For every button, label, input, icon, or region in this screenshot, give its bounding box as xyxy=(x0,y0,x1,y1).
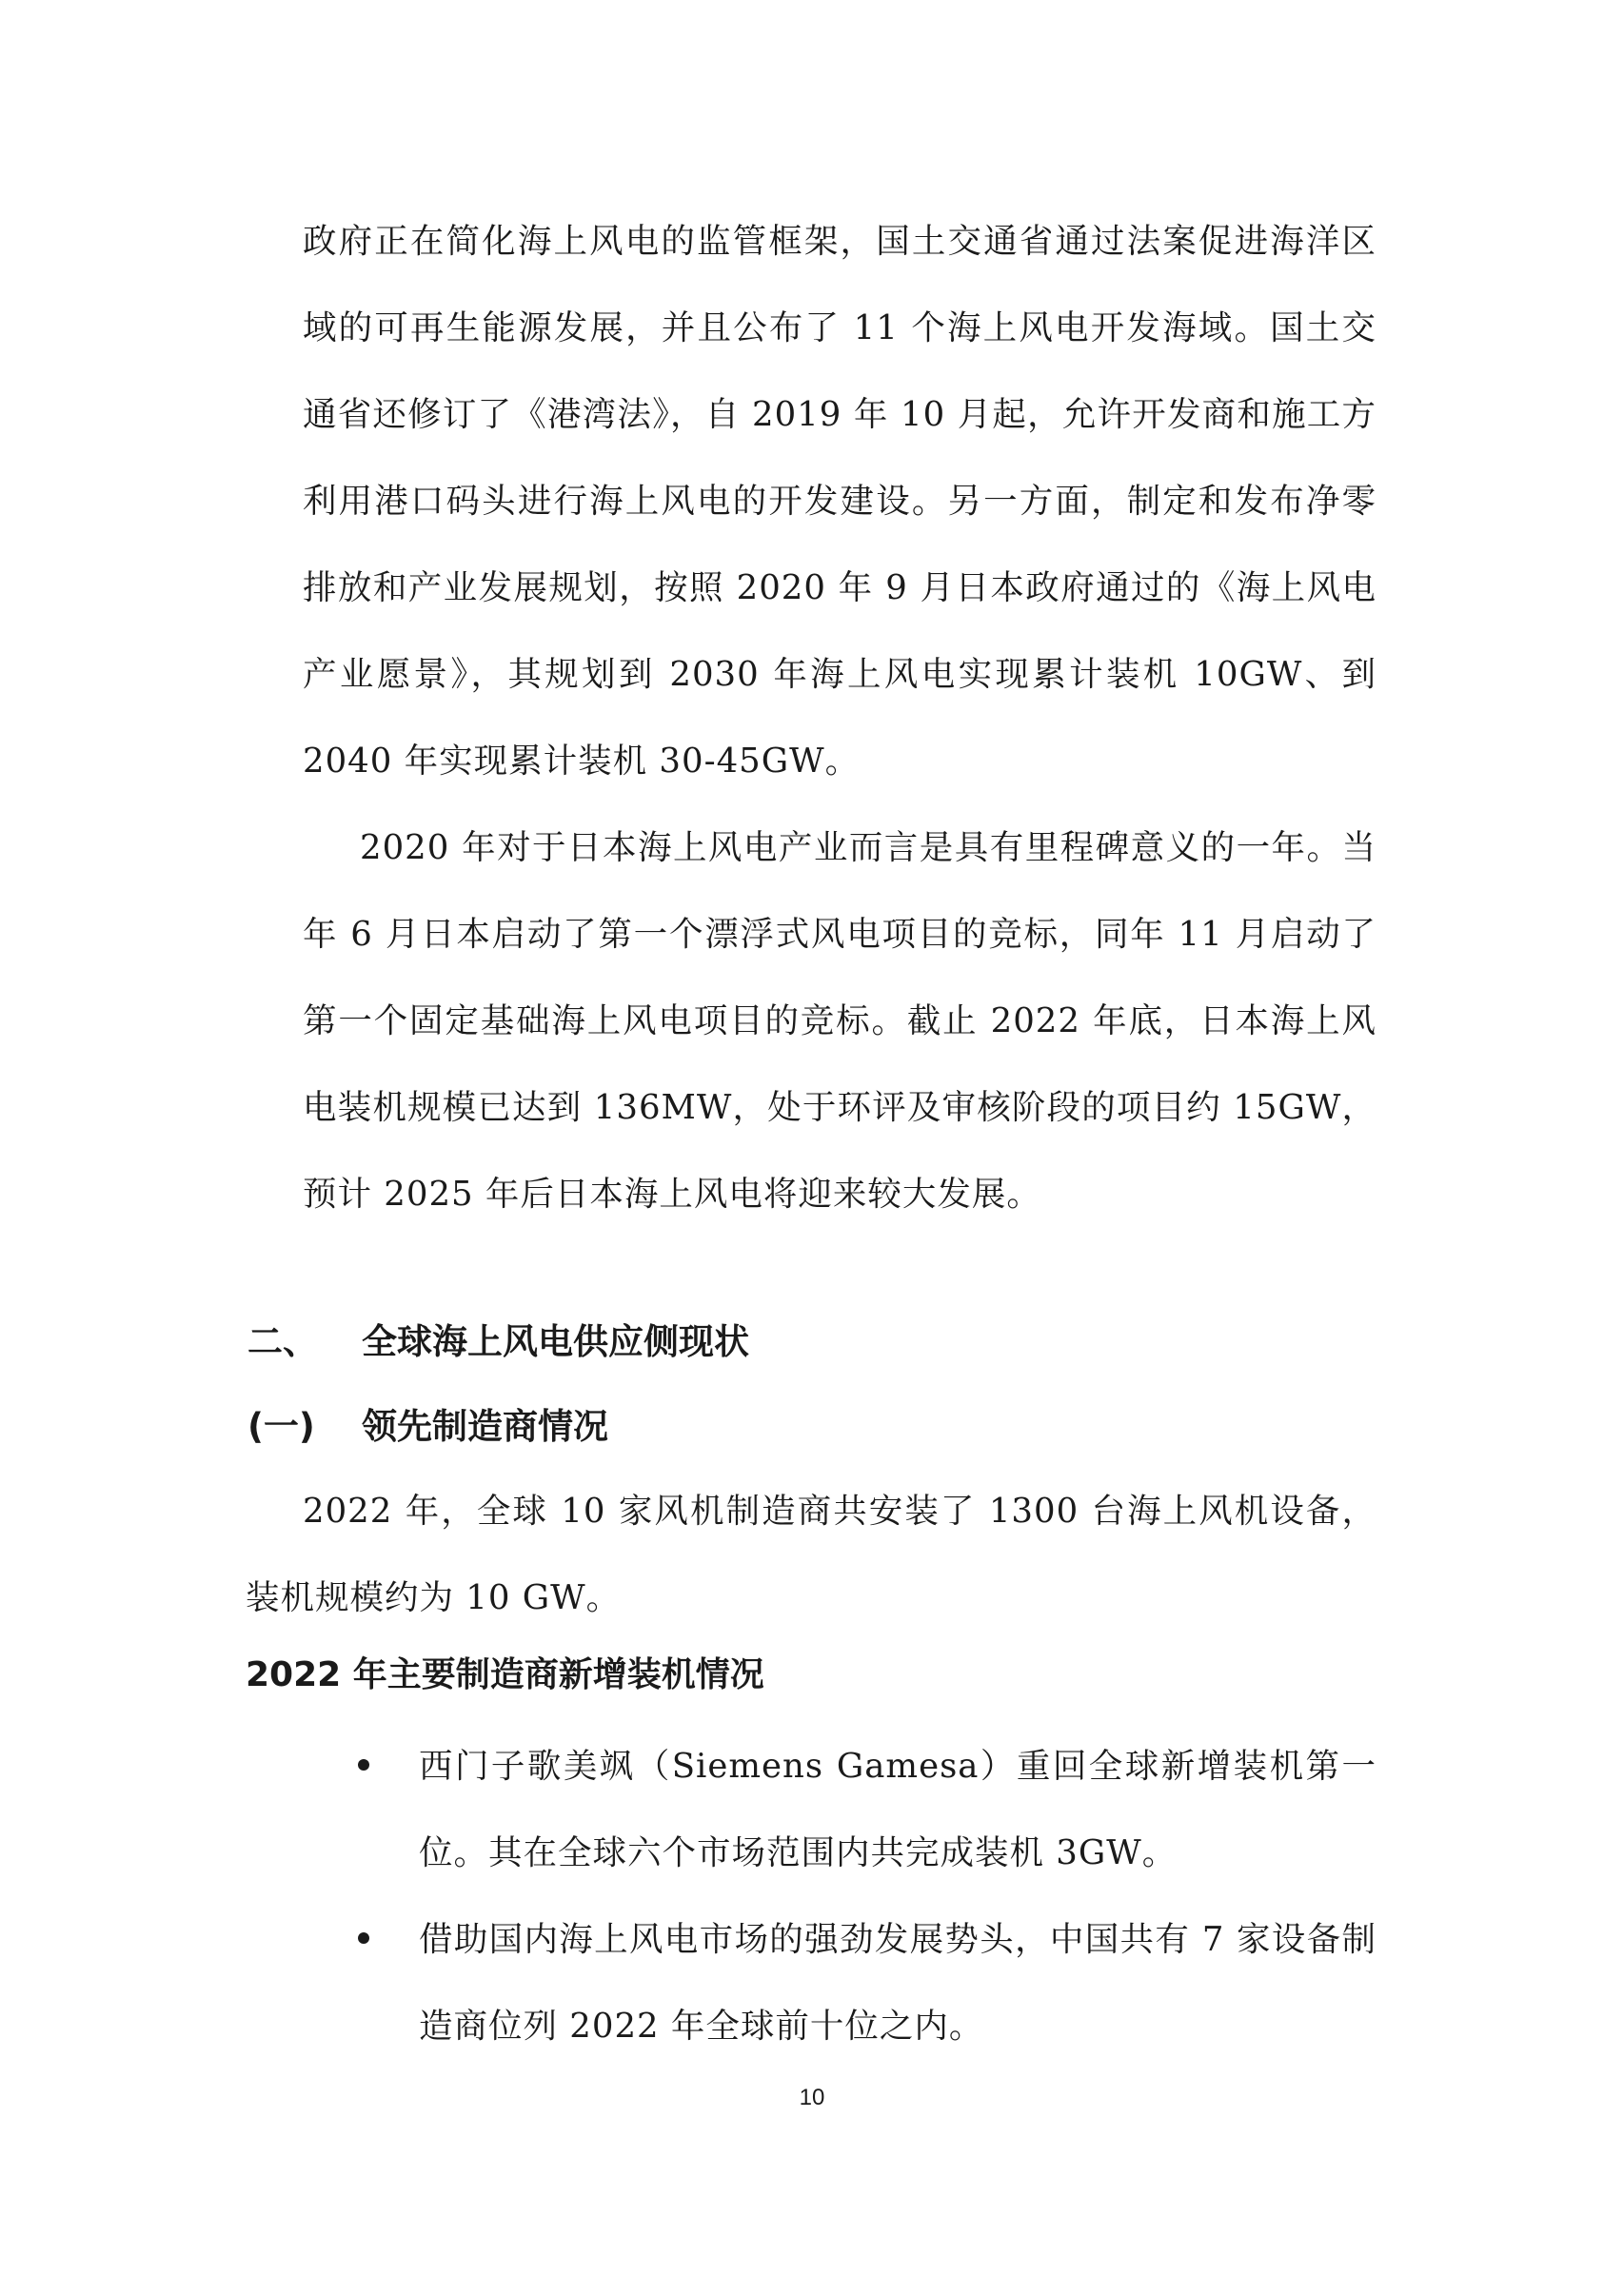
bullet-icon xyxy=(358,1932,369,1944)
list-heading: 2022 年主要制造商新增装机情况 xyxy=(246,1655,764,1694)
page-number: 10 xyxy=(799,2085,825,2110)
bullet-text: 西门子歌美飒（Siemens Gamesa）重回全球新增装机第一位。其在全球六个市场范围内共完成装机 3GW。 xyxy=(419,1747,1376,1872)
list-item xyxy=(0,1896,1624,2069)
bullet-text: 借助国内海上风电市场的强劲发展势头，中国共有 7 家设备制造商位列 2022 年全球前十位之内。 xyxy=(419,1920,1376,2046)
paragraph-global-installations: 2022 年，全球 10 家风机制造商共安装了 1300 台海上风机设备，装机规模约为 10 GW。 xyxy=(246,1492,1376,1617)
manufacturer-bullet-list xyxy=(0,1723,1624,2069)
subsection-number: (一) xyxy=(248,1406,315,1447)
list-item xyxy=(0,1723,1624,1896)
paragraph-japan-2020-milestone: 2020 年对于日本海上风电产业而言是具有里程碑意义的一年。当年 6 月日本启动了第一个漂浮式风电项目的竞标，同年 11 月启动了第一个固定基础海上风电项目的竞标。截止 2022 年底，日本海上风电装机规模已达到 136MW，处于环评及审核阶段的项目约 15GW，预计 2025 年后日本海上风电将迎来较大发展。 xyxy=(303,828,1376,1214)
section-number: 二、 xyxy=(248,1321,318,1362)
subsection-title: 领先制造商情况 xyxy=(362,1406,608,1447)
paragraph-japan-policy: 政府正在简化海上风电的监管框架，国土交通省通过法案促进海洋区域的可再生能源发展，并且公布了 11 个海上风电开发海域。国土交通省还修订了《港湾法》，自 2019 年 10 月起，允许开发商和施工方利用港口码头进行海上风电的开发建设。另一方面，制定和发布净零排放和产业发展规划，按照 2020 年 9 月日本政府通过的《海上风电产业愿景》，其规划到 2030 年海上风电实现累计装机 10GW、到 2040 年实现累计装机 30-45GW。 xyxy=(303,222,1376,781)
bullet-icon xyxy=(358,1759,369,1771)
section-title: 全球海上风电供应侧现状 xyxy=(362,1321,749,1362)
